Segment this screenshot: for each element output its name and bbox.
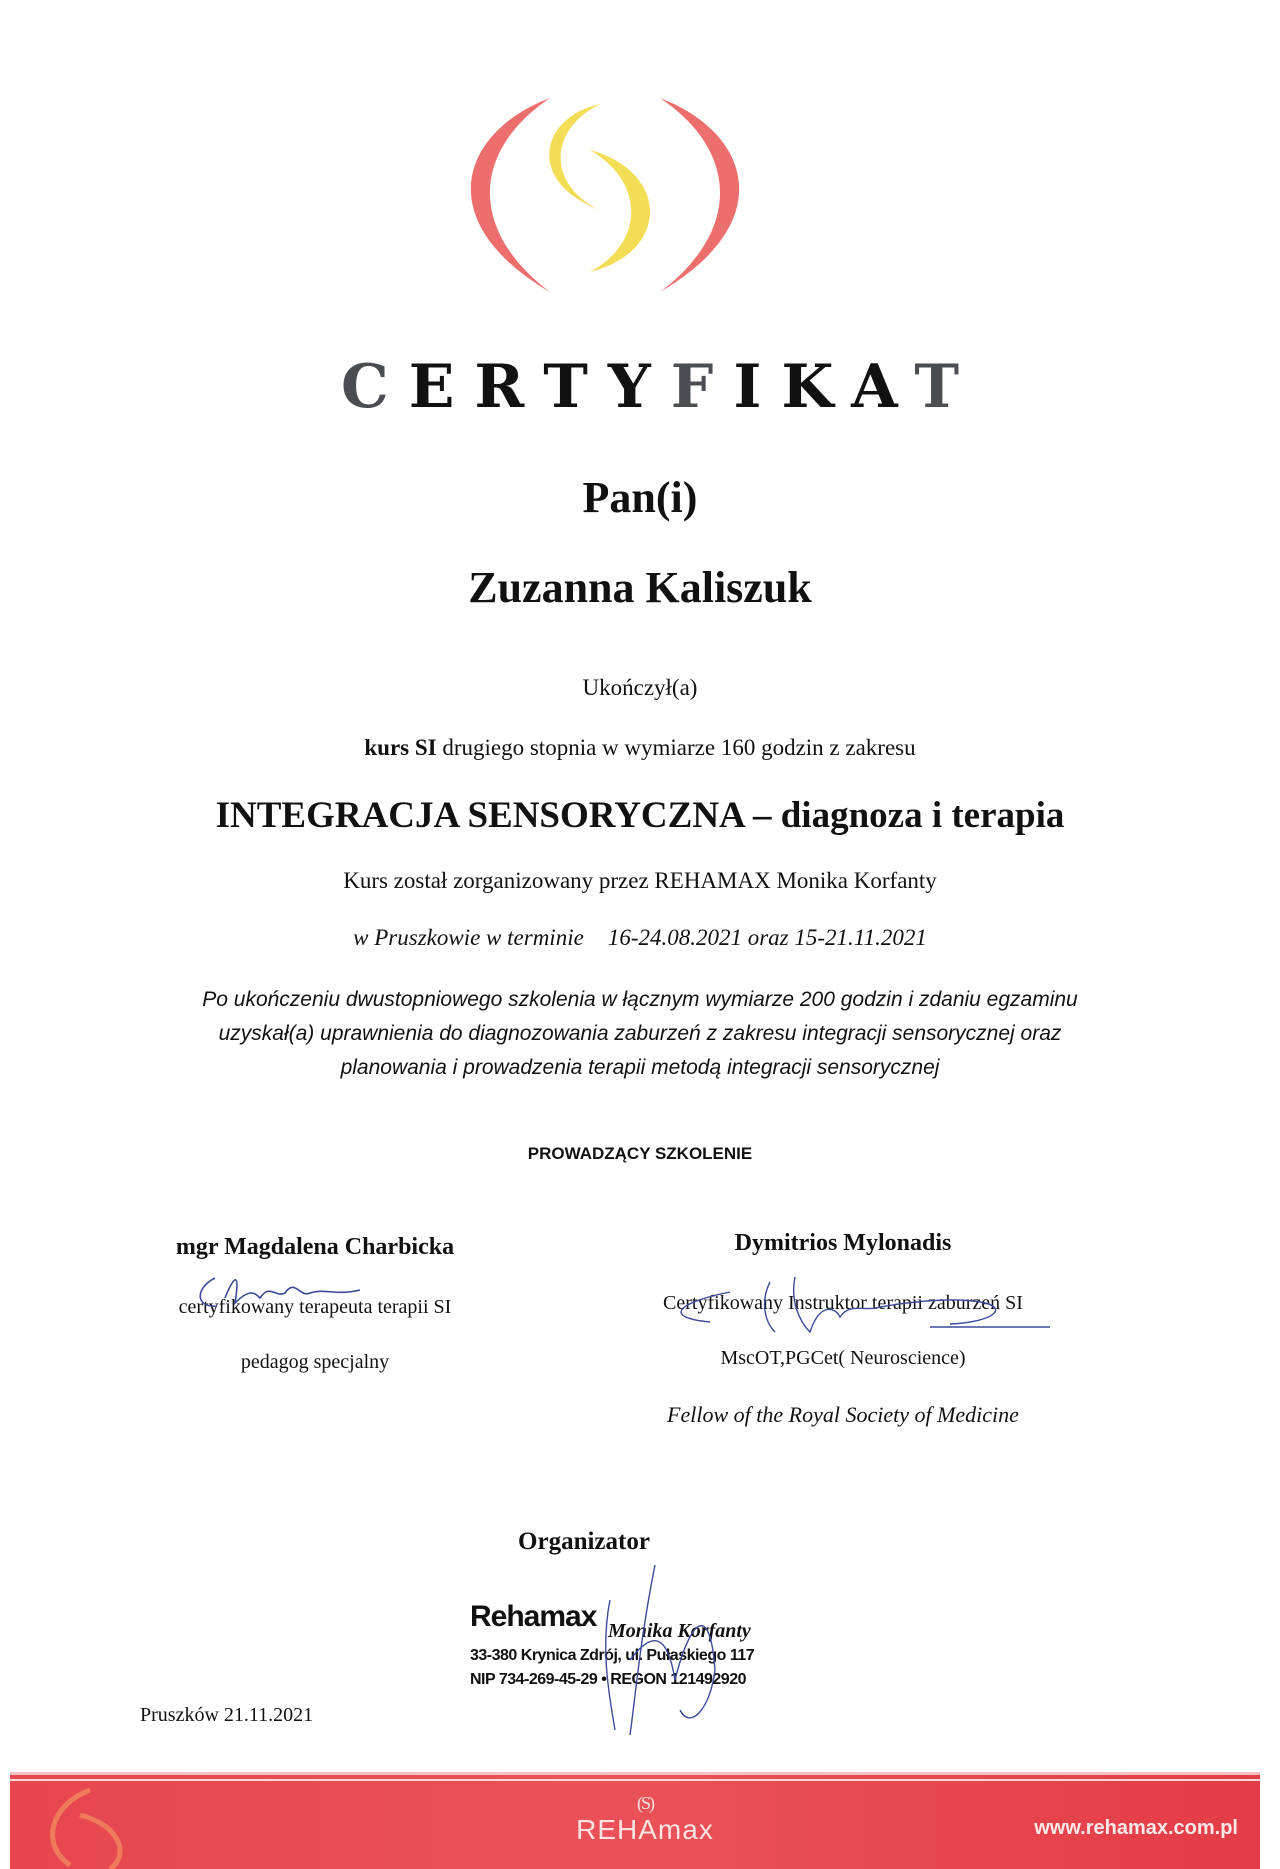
- leader-title: Certyfikowany Instruktor terapii zaburzeń SI: [663, 1292, 1023, 1314]
- leader-title: certyfikowany terapeuta terapii SI: [178, 1296, 452, 1318]
- footer-logo: [570, 1793, 720, 1846]
- place: w Pruszkowie w terminie: [353, 925, 584, 950]
- footer-website-link[interactable]: www.rehamax.com.pl: [1034, 1817, 1238, 1839]
- organizer-heading: Organizator: [518, 1528, 650, 1555]
- leader-title: MscOT,PGCet( Neuroscience): [720, 1347, 966, 1369]
- title-part: ERTY: [408, 352, 671, 422]
- qualification-line: uzyskał(a) uprawnienia do diagnozowania zaburzeń z zakresu integracji sensorycznej oraz: [218, 1022, 1062, 1045]
- qualification-text: [0, 983, 1280, 1085]
- title-part: IKA: [733, 352, 915, 422]
- salutation: Pan(i): [582, 473, 698, 522]
- completed-label: Ukończył(a): [582, 675, 698, 700]
- logo-yellow-lower: [590, 150, 650, 272]
- logo-right-arc: [660, 98, 739, 292]
- certificate-title: [0, 352, 1280, 422]
- logo-left-arc: [471, 98, 550, 292]
- leader-name: Dymitrios Mylonadis: [734, 1230, 952, 1256]
- stamp-address: 33-380 Krynica Zdrój, ul. Pułaskiego 117: [470, 1647, 755, 1664]
- title-part: T: [914, 352, 980, 422]
- title-part: C: [340, 352, 409, 422]
- stamp-brand: Rehamax: [470, 1600, 597, 1633]
- footer-stripe: [10, 1779, 1260, 1781]
- course-type: kurs SI: [364, 735, 437, 760]
- qualification-line: Po ukończeniu dwustopniowego szkolenia w łącznym wymiarze 200 godzin i zdaniu egzaminu: [202, 988, 1078, 1011]
- rehamax-logo: [440, 92, 770, 302]
- stamp-ids: NIP 734-269-45-29 • REGON 121492920: [470, 1671, 746, 1688]
- leader-name: mgr Magdalena Charbicka: [175, 1234, 455, 1260]
- course-subject: INTEGRACJA SENSORYCZNA – diagnoza i terapia: [215, 795, 1065, 836]
- leaders-heading: PROWADZĄCY SZKOLENIE: [527, 1144, 753, 1163]
- leader-left: [95, 1234, 535, 1406]
- organized-by: Kurs został zorganizowany przez REHAMAX Monika Korfanty: [343, 868, 937, 893]
- dates: 16-24.08.2021 oraz 15-21.11.2021: [607, 925, 927, 950]
- issue-date: Pruszków 21.11.2021: [140, 1704, 314, 1726]
- footer-band: [10, 1772, 1260, 1869]
- leader-title: pedagog specjalny: [240, 1351, 390, 1373]
- place-and-dates: [0, 925, 1280, 951]
- organizer-stamp: [470, 1600, 770, 1692]
- footer-logo-text: REHAmax: [576, 1814, 714, 1845]
- logo-yellow-upper: [549, 104, 600, 210]
- stamp-owner: Monika Korfanty: [608, 1620, 751, 1642]
- qualification-line: planowania i prowadzenia terapii metodą integracji sensorycznej: [340, 1056, 940, 1079]
- footer-logo-watermark: [30, 1785, 160, 1869]
- course-line: [0, 735, 1280, 761]
- leader-title: Fellow of the Royal Society of Medicine: [667, 1402, 1019, 1427]
- title-part: F: [670, 352, 734, 422]
- footer-logo-mark: (S): [637, 1793, 653, 1813]
- leader-right: [623, 1230, 1063, 1457]
- course-description: drugiego stopnia w wymiarze 160 godzin z zakresu: [442, 735, 916, 760]
- recipient-name: Zuzanna Kaliszuk: [468, 563, 812, 612]
